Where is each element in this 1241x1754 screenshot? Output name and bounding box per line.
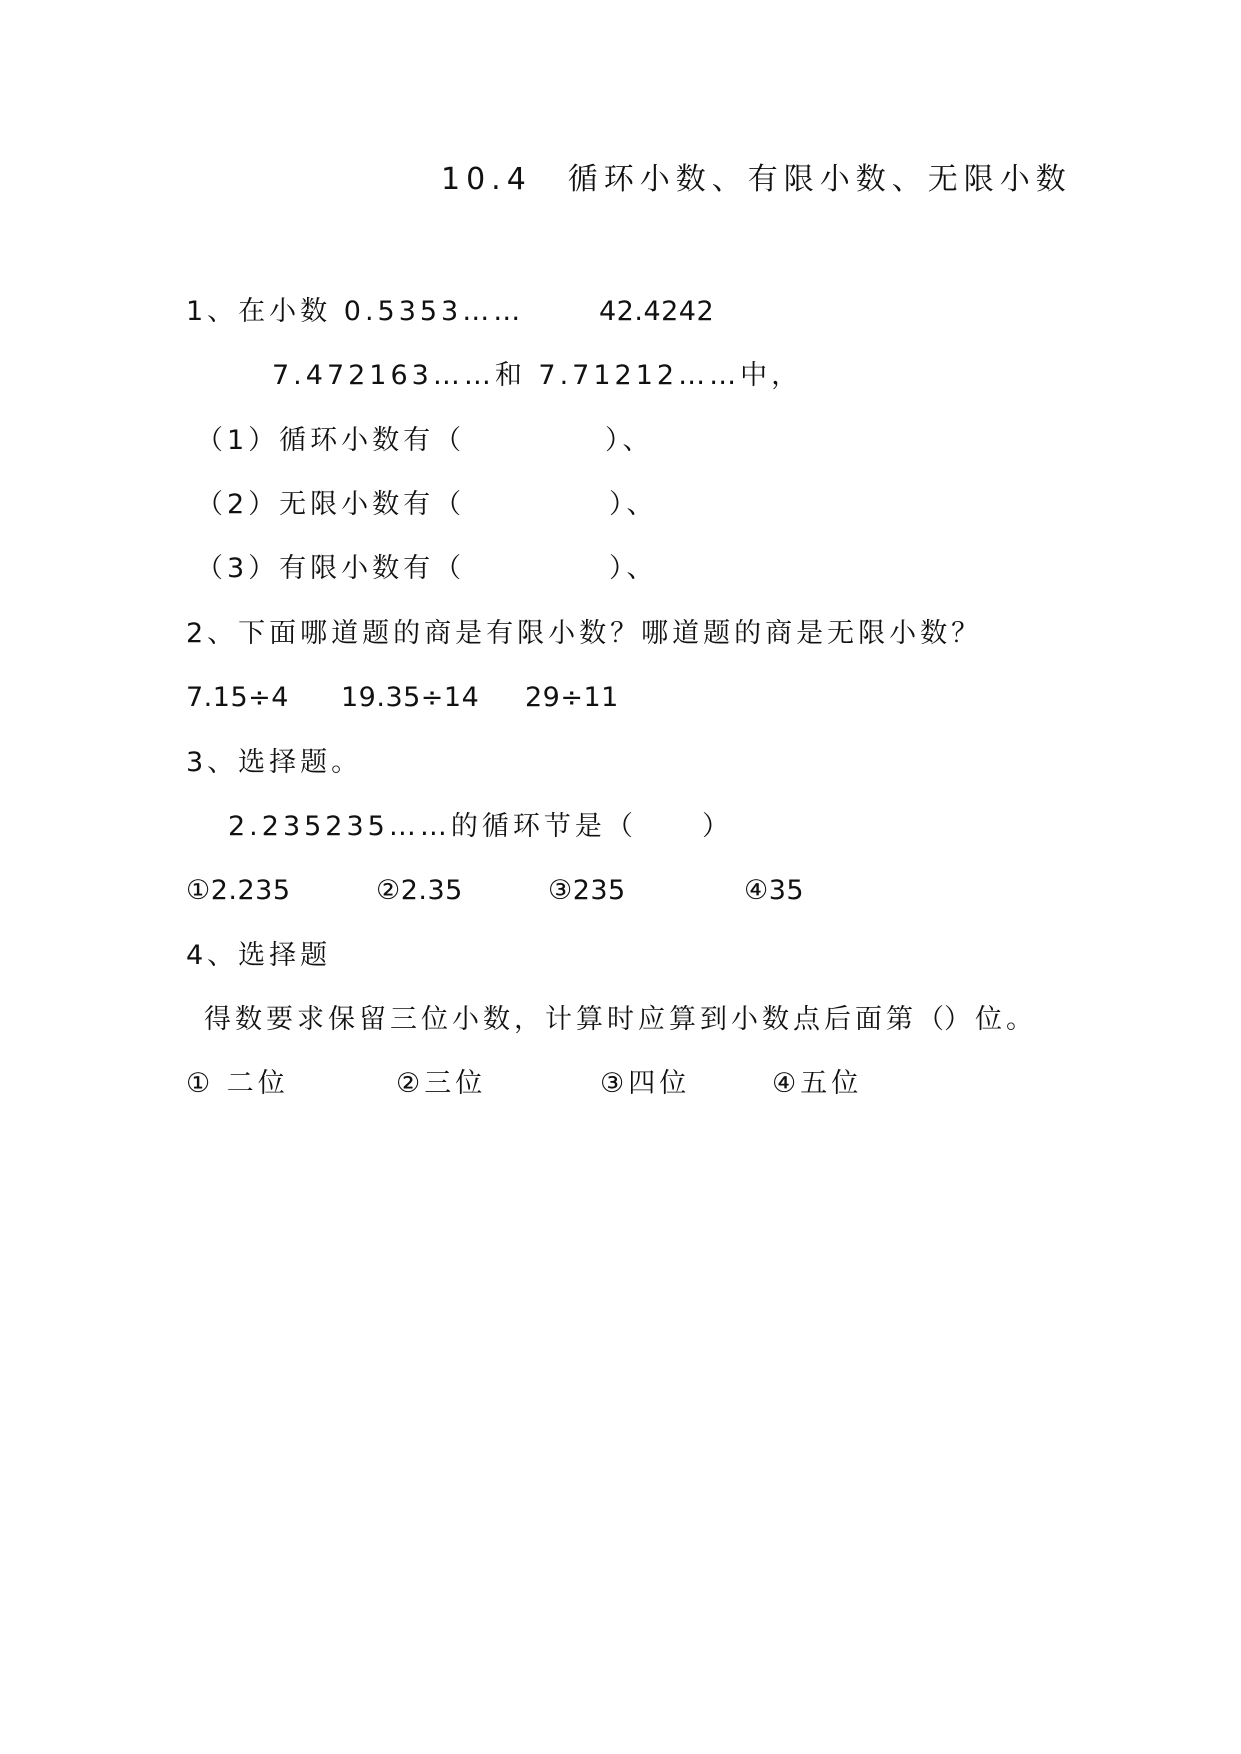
q4-option: ① 二位 <box>186 1068 289 1099</box>
q3-option: ①2.235 <box>186 875 291 906</box>
q3-option: ③235 <box>548 875 626 906</box>
q1-line2: 7.472163……和 7.71212……中， <box>272 360 803 391</box>
q1-sub3-label: （3）有限小数有（ <box>196 553 466 584</box>
page-title: 10.4 循环小数、有限小数、无限小数 <box>441 162 1072 197</box>
q1-sub2-close: ）、 <box>609 489 658 520</box>
q1-line1-start: 1、在小数 0.5353…… <box>186 296 525 327</box>
q3-option: ④35 <box>744 875 805 906</box>
q4-option: ④五位 <box>772 1068 863 1099</box>
q4-option: ②三位 <box>396 1068 487 1099</box>
q2-item: 19.35÷14 <box>341 682 480 713</box>
q1-sub1-close: ）、 <box>605 425 654 456</box>
q1-line1-end: 42.4242 <box>599 296 715 327</box>
q3-stem: 3、选择题。 <box>186 747 363 778</box>
q1-sub2-label: （2）无限小数有（ <box>196 489 466 520</box>
q4-option: ③四位 <box>600 1068 691 1099</box>
q4-question: 得数要求保留三位小数，计算时应算到小数点后面第（ <box>204 1004 948 1035</box>
q3-question-close: ） <box>702 811 733 842</box>
q4-question-close: ）位。 <box>944 1004 1037 1035</box>
q2-item: 7.15÷4 <box>186 682 289 713</box>
q2-stem: 2、下面哪道题的商是有限小数？哪道题的商是无限小数？ <box>186 618 983 649</box>
q3-question: 2.235235……的循环节是（ <box>228 811 637 842</box>
q1-sub3-close: ）、 <box>609 553 658 584</box>
q3-option: ②2.35 <box>376 875 463 906</box>
q1-sub1-label: （1）循环小数有（ <box>196 425 466 456</box>
q2-item: 29÷11 <box>525 682 619 713</box>
q4-stem: 4、选择题 <box>186 940 332 971</box>
